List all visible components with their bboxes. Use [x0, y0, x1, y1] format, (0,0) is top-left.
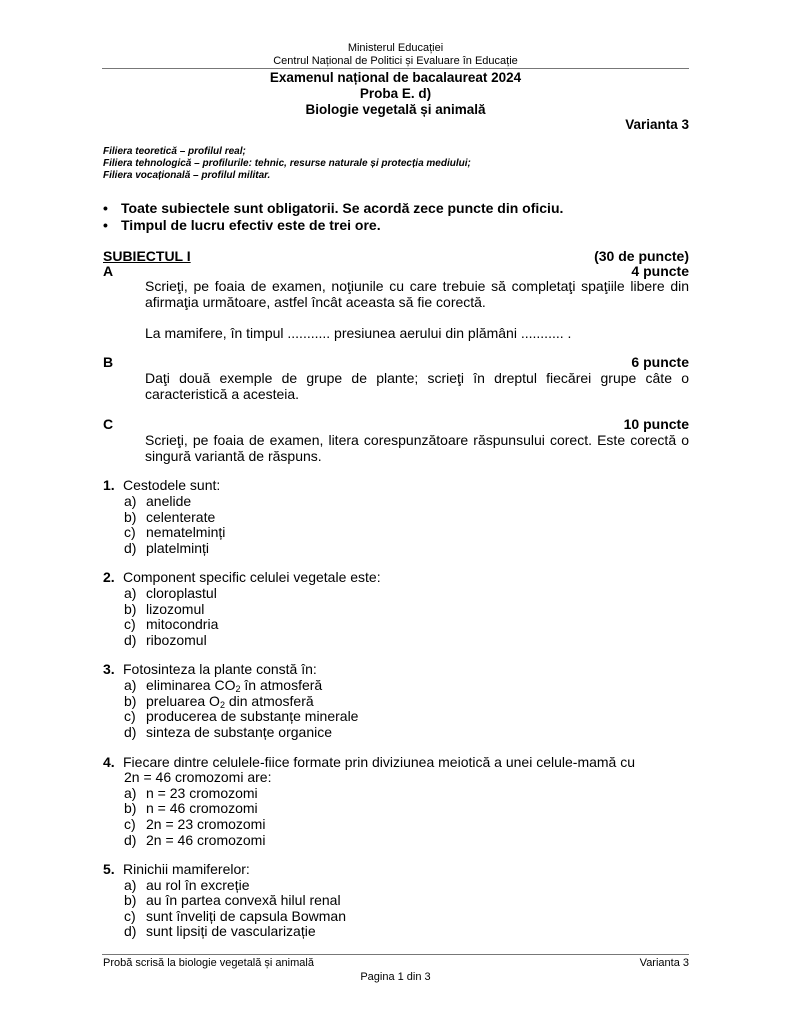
option-letter: a) — [124, 677, 137, 693]
section-a-statement: La mamifere, în timpul ........... presiunea aerului din plămâni ........... . — [145, 325, 572, 341]
section-b-heading — [103, 354, 689, 370]
option-text: sunt înveliți de capsula Bowman — [146, 908, 346, 924]
option — [124, 816, 265, 832]
option — [124, 892, 341, 908]
question-number: 5. — [103, 861, 115, 877]
question-number: 2. — [103, 569, 115, 585]
option-text: lizozomul — [146, 601, 205, 617]
variant-label: Varianta 3 — [625, 117, 689, 132]
option — [124, 585, 217, 601]
option-text: ribozomul — [146, 632, 207, 648]
section-points: 6 puncte — [631, 354, 689, 370]
footer-variant: Varianta 3 — [639, 957, 689, 969]
option-text: au în partea convexă hilul renal — [146, 892, 341, 908]
question-text: Cestodele sunt: — [123, 477, 221, 493]
option — [124, 601, 204, 617]
option — [124, 693, 314, 709]
question-number: 3. — [103, 661, 115, 677]
option — [124, 923, 316, 939]
option-text: n = 46 cromozomi — [146, 800, 258, 816]
option — [124, 509, 215, 525]
instruction-item — [103, 216, 381, 234]
option-letter: b) — [124, 800, 137, 816]
option-letter: d) — [124, 540, 137, 556]
option-text-post: în atmosferă — [240, 677, 323, 693]
page-number: Pagina 1 din 3 — [360, 971, 431, 983]
option-letter: d) — [124, 923, 137, 939]
option — [124, 908, 346, 924]
filiera-line: Filiera vocațională – profilul militar. — [103, 170, 271, 181]
section-label: C — [103, 416, 114, 432]
subscript: 2 — [235, 684, 241, 694]
filiera-line: Filiera tehnologică – profilurile: tehnic, resurse naturale și protecția mediului; — [103, 158, 471, 169]
question-text: Component specific celulei vegetale este: — [123, 569, 381, 585]
option — [124, 493, 191, 509]
option-letter: c) — [124, 908, 136, 924]
question-4 — [103, 754, 635, 770]
exam-title: Examenul național de bacalaureat 2024 — [269, 70, 522, 85]
option-text: au rol în excreție — [146, 877, 250, 893]
instruction-item — [103, 199, 563, 217]
question-number: 1. — [103, 477, 115, 493]
bullet-icon: • — [103, 200, 108, 216]
option-text-pre: eliminarea CO — [146, 677, 236, 693]
option-letter: a) — [124, 785, 137, 801]
option-text: 2n = 23 cromozomi — [146, 816, 266, 832]
option — [124, 832, 265, 848]
footer-divider — [102, 954, 689, 955]
question-text: Rinichii mamiferelor: — [123, 861, 250, 877]
section-b-instruction: Daţi două exemple de grupe de plante; scrieţi în dreptul fiecărei grupe câte o caracteristică a acesteia. — [145, 370, 689, 402]
option-text: platelminți — [146, 540, 210, 556]
bullet-icon: • — [103, 217, 108, 233]
option-text: nematelminți — [146, 524, 226, 540]
option-text: n = 23 cromozomi — [146, 785, 258, 801]
option — [124, 632, 207, 648]
option-letter: d) — [124, 724, 137, 740]
question-1 — [103, 477, 220, 493]
proba-title: Proba E. d) — [359, 86, 432, 101]
subject-title: Biologie vegetală și animală — [305, 102, 486, 117]
section-a-heading — [103, 263, 689, 279]
option — [124, 616, 218, 632]
option-letter: c) — [124, 524, 136, 540]
subject-title: SUBIECTUL I — [103, 248, 191, 264]
section-a-instruction: Scrieţi, pe foaia de examen, noţiunile cu care trebuie să completaţi spaţiile libere din afirmaţia următoare, astfel încât aceasta să fie corectă. — [145, 278, 689, 310]
option-text: 2n = 46 cromozomi — [146, 832, 266, 848]
option-letter: d) — [124, 832, 137, 848]
header-divider — [102, 68, 689, 69]
question-text-cont: 2n = 46 cromozomi are: — [124, 769, 272, 785]
option-text: cloroplastul — [146, 585, 217, 601]
option-letter: b) — [124, 509, 137, 525]
option-letter: c) — [124, 616, 136, 632]
option-text: sunt lipsiți de vascularizație — [146, 923, 316, 939]
option — [124, 724, 332, 740]
section-c-instruction: Scrieţi, pe foaia de examen, litera corespunzătoare răspunsului corect. Este corectă o singură variantă de răspuns. — [145, 432, 689, 464]
option-text-post: din atmosferă — [224, 693, 314, 709]
option-letter: a) — [124, 585, 137, 601]
option — [124, 785, 258, 801]
option-letter: b) — [124, 693, 137, 709]
question-number: 4. — [103, 754, 115, 770]
subject-points: (30 de puncte) — [594, 248, 689, 264]
center-name: Centrul Național de Politici și Evaluare în Educație — [273, 55, 518, 67]
section-label: A — [103, 263, 114, 279]
subject-heading — [103, 248, 689, 264]
option — [124, 708, 358, 724]
question-5 — [103, 861, 250, 877]
section-c-heading — [103, 416, 689, 432]
option — [124, 800, 258, 816]
filiera-line: Filiera teoretică – profilul real; — [103, 146, 246, 157]
option-text: celenterate — [146, 509, 216, 525]
option-letter: b) — [124, 601, 137, 617]
footer-left: Probă scrisă la biologie vegetală și animală — [103, 957, 314, 969]
instruction-text: Timpul de lucru efectiv este de trei ore. — [121, 217, 381, 233]
section-points: 4 puncte — [631, 263, 689, 279]
option-text: sinteza de substanțe organice — [146, 724, 333, 740]
option-letter: d) — [124, 632, 137, 648]
option — [124, 877, 250, 893]
option-letter: c) — [124, 708, 136, 724]
question-3 — [103, 661, 317, 677]
option-letter: a) — [124, 877, 137, 893]
section-points: 10 puncte — [623, 416, 689, 432]
option — [124, 677, 322, 693]
option-text: anelide — [146, 493, 192, 509]
subscript: 2 — [219, 700, 225, 710]
question-text: Fotosinteza la plante constă în: — [123, 661, 317, 677]
option — [124, 524, 225, 540]
instruction-text: Toate subiectele sunt obligatorii. Se acordă zece puncte din oficiu. — [121, 200, 564, 216]
option-text-pre: preluarea O — [146, 693, 220, 709]
option — [124, 540, 209, 556]
option-text: producerea de substanțe minerale — [146, 708, 359, 724]
section-label: B — [103, 354, 114, 370]
option-letter: c) — [124, 816, 136, 832]
question-text: Fiecare dintre celulele-fiice formate prin diviziunea meiotică a unei celule-mamă cu — [123, 754, 636, 770]
ministry-name: Ministerul Educației — [347, 42, 444, 54]
option-letter: b) — [124, 892, 137, 908]
question-2 — [103, 569, 381, 585]
option-letter: a) — [124, 493, 137, 509]
option-text: mitocondria — [146, 616, 219, 632]
